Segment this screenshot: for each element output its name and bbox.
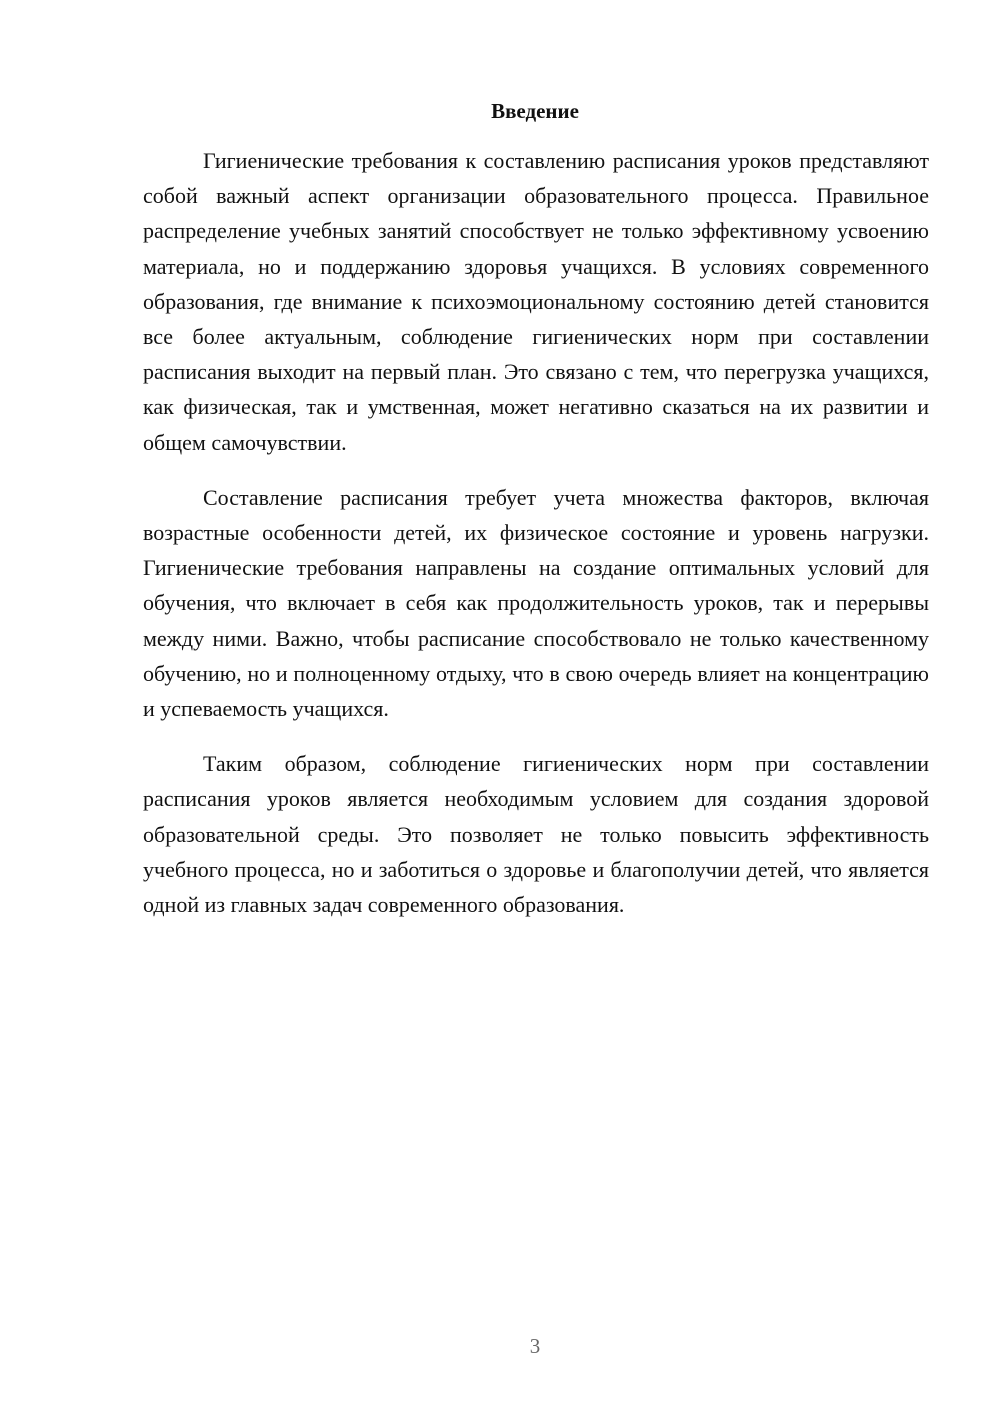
body-text	[143, 143, 929, 942]
paragraph-2: Составление расписания требует учета множества факторов, включая возрастные особенности детей, их физическое состояние и уровень нагрузки. Гигиенические требования направлены на создание оптимальных условий для обучения, что включает в себя как продолжительность уроков, так и перерывы между ними. Важно, чтобы расписание способствовало не только качественному обучению, но и полноценному отдыху, что в свою очередь влияет на концентрацию и успеваемость учащихся.	[143, 484, 929, 722]
page-number: 3	[529, 1334, 541, 1358]
paragraph-1: Гигиенические требования к составлению расписания уроков представляют собой важный аспект организации образовательного процесса. Правильное распределение учебных занятий способствует не только эффективному усвоению материала, но и поддержанию здоровья учащихся. В условиях современного образования, где внимание к психоэмоциональному состоянию детей становится все более актуальным, соблюдение гигиенических норм при составлении расписания выходит на первый план. Это связано с тем, что перегрузка учащихся, как физическая, так и умственная, может негативно сказаться на их развитии и общем самочувствии.	[143, 148, 929, 455]
paragraph-3: Таким образом, соблюдение гигиенических норм при составлении расписания уроков является необходимым условием для создания здоровой образовательной среды. Это позволяет не только повысить эффективность учебного процесса, но и заботиться о здоровье и благополучии детей, что является одной из главных задач современного образования.	[143, 751, 929, 918]
section-title: Введение	[491, 99, 579, 123]
